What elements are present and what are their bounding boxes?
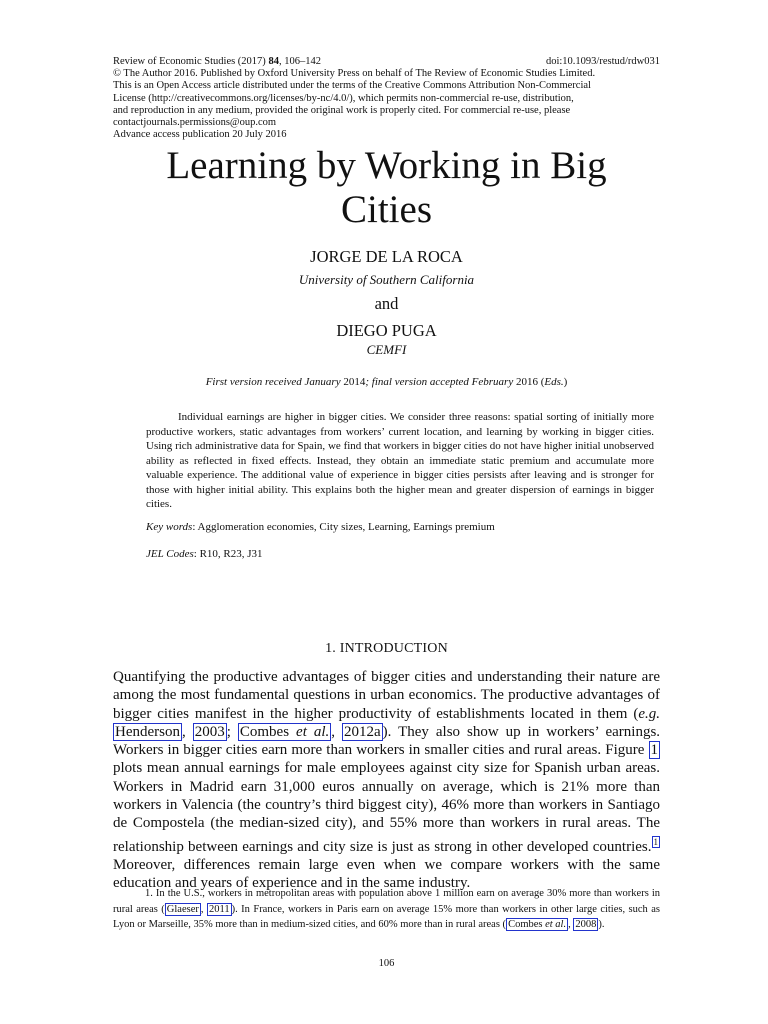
citation-link[interactable]: Combes et al. [508,919,567,931]
citation-link[interactable]: 2011 [208,903,230,915]
page-number: 106 [378,958,395,969]
copyright-line: © The Author 2016. Published by Oxford University Press on behalf of The Review of Economic Studies Limited. [113,68,596,80]
paper-title: Learning by Working in Big Cities [166,144,607,231]
citation-link[interactable]: 2003 [194,723,225,740]
citation-link[interactable]: 2012a [343,723,381,740]
publication-date: Advance access publication 20 July 2016 [113,129,287,141]
section-heading: 1. INTRODUCTION [325,641,448,656]
volume: 84 [268,56,279,67]
keywords: Key words: Agglomeration economies, City sizes, Learning, Earnings premium [146,521,495,533]
license-line: and reproduction in any medium, provided the original work is properly cited. For commercial re-use, please [113,104,571,116]
citation-link[interactable]: Henderson [115,723,180,740]
citation-link[interactable]: Glaeser [166,903,199,915]
contact-line: contactjournals.permissions@oup.com [113,117,277,129]
citation-link[interactable]: Combes et al. [239,723,330,740]
and-separator: and [374,294,399,313]
footnote-link[interactable]: 1 [653,836,658,847]
abstract: Individual earnings are higher in bigger cities. We consider three reasons: spatial sorting of initially more productive workers, static advantages from workers’ current location, and learning by working in bigger cities. Using rich administrative data for Spain, we find that workers in bigger cities do not have higher initial unobserved ability as reflected in fixed effects. Instead, they obtain an immediate static premium and accumulate more valuable experience. The additional value of experience in bigger cities persists after leaving and is stronger for those with higher initial ability. This explains both the higher mean and greater dispersion of earnings in bigger cities. [146,411,654,510]
intro-paragraph: Quantifying the productive advantages of bigger cities and understanding their nature are among the most fundamental questions in urban economics. The productive advantages of bigger cities manifest in the higher productivity of establishments located in them (e.g. Henderson , 2003 ; Combes et al. , 2012a ). They also show up in workers’ earnings. Workers in bigger cities earn more than workers in smaller cities and rural areas. Figure 1 plots mean annual earnings for male employees against city size for Spanish urban areas. Workers in Madrid earn 31,000 euros annually on average, which is 21% more than workers in Valencia (the country’s third biggest city), 46% more than workers in Santiago de Compostela (the median-sized city), and 55% more than workers in rural areas. The relationship between earnings and city size is just as strong in other developed countries. $^1$ Moreover, differences remain large even when we compare workers with the same education and years of experience and in the same industry. [113,669,661,892]
author-name: DIEGO PUGA [336,321,437,340]
author-affiliation: University of Southern California [298,272,475,287]
footnote: 1. In the U.S., workers in metropolitan areas with population above 1 million earn on average 30% more than workers in rural areas ( Glaeser , 2011 ). In France, workers in Paris earn on average 15% more than workers in other large cities, such as Lyon or Marseille, 35% more than in medium-sized cities, and 60% more than in rural areas ( Combes et al. , 2008 ). [113,888,660,931]
doi[interactable]: doi:10.1093/restud/rdw031 [545,56,660,67]
author-name: JORGE DE LA ROCA [310,247,463,266]
journal-header [113,56,660,141]
citation: Review of Economic Studies (2017) 84, 106–142 [113,56,321,67]
license-line: License (http://creativecommons.org/licenses/by-nc/4.0/), which permits non-commercial re-use, distribution, [113,92,574,104]
license-line: This is an Open Access article distributed under the terms of the Creative Commons Attribution Non-Commercial [113,80,591,92]
received-dates: First version received January 2014; final version accepted February 2016 (Eds.) [205,376,568,388]
jel-codes: JEL Codes: R10, R23, J31 [146,548,263,560]
figure-link[interactable]: 1 [650,742,658,759]
author-affiliation: CEMFI [366,342,407,357]
citation-link[interactable]: 2008 [575,919,597,931]
